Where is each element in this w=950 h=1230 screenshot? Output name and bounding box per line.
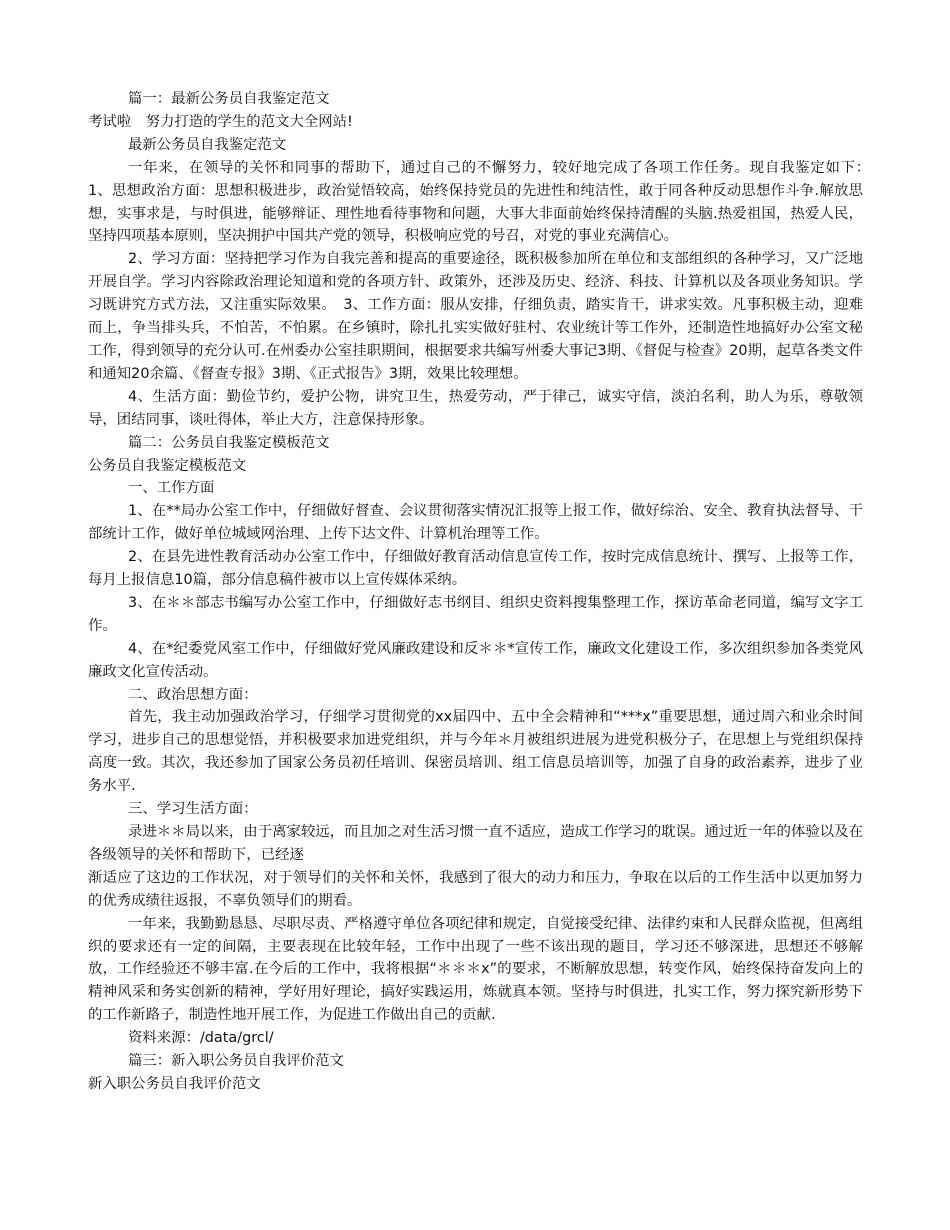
paragraph: 3、在＊＊部志书编写办公室工作中，仔细做好志书纲目、组织史资料搜集整理工作，探访革命老同道，编写文字工作。 — [88, 594, 863, 634]
subheading: 一、工作方面 — [128, 480, 215, 497]
site-tagline: 考试啦 努力打造的学生的范文大全网站! — [88, 113, 353, 130]
paragraph: 2、在县先进性教育活动办公室工作中，仔细做好教育活动信息宣传工作，按时完成信息统计、撰写、上报等工作，每月上报信息10篇，部分信息稿件被市以上宣传媒体采纳。 — [88, 549, 863, 589]
section-heading-1: 篇一：最新公务员自我鉴定范文 — [128, 91, 330, 107]
paragraph: 2、学习方面：坚持把学习作为自我完善和提高的重要途径，既积极参加所在单位和支部组织的各种学习，又广泛地开展自学。学习内容除政治理论知道和党的各项方针、政策外，还涉及历史、经济、科技、计算机以及各项业务知识。学习既讲究方式方法，又注重实际效果。 3、工作方面：服从安排，仔细负责，踏实肯干，讲求实效。凡事积极主动，迎难而上，争当排头兵，不怕苦，不怕累。在乡镇时，除扎扎实实做好驻村、农业统计等工作外，还制造性地搞好办公室文秘工作，得到领导的充分认可.在州委办公室挂职期间，根据要求共编写州委大事记3期、《督促与检查》20期，起草各类文件和通知20余篇、《督查专报》3期、《正式报告》3期，效果比较理想。 — [88, 251, 863, 382]
subheading: 三、学习生活方面： — [128, 801, 258, 818]
paragraph: 4、生活方面：勤俭节约，爱护公物，讲究卫生，热爱劳动，严于律己，诚实守信，淡泊名利，助人为乐，尊敬领导，团结同事，谈吐得体，举止大方，注意保持形象。 — [88, 388, 863, 428]
article-title-2: 公务员自我鉴定模板范文 — [88, 457, 247, 474]
paragraph: 一年来，在领导的关怀和同事的帮助下，通过自己的不懈努力，较好地完成了各项工作任务。现自我鉴定如下： 1、思想政治方面：思想积极进步，政治觉悟较高，始终保持党员的先进性和纯洁性，敢于同各种反动思想作斗争.解放思想，实事求是，与时俱进，能够辩证、理性地看待事物和问题，大事大非面前始终保持清醒的头脑.热爱祖国，热爱人民，坚持四项基本原则，坚决拥护中国共产党的领导，积极响应党的号召，对党的事业充满信心。 — [88, 159, 878, 245]
article-title-3: 新入职公务员自我评价范文 — [88, 1075, 261, 1092]
paragraph: 录进＊＊局以来，由于离家较远，而且加之对生活习惯一直不适应，造成工作学习的耽误。通过近一年的体验以及在各级领导的关怀和帮助下，已经逐 — [88, 824, 863, 863]
source-line: 资料来源：/data/grcl/ — [128, 1030, 274, 1047]
paragraph: 4、在*纪委党风室工作中，仔细做好党风廉政建设和反＊＊*宣传工作，廉政文化建设工作，多次组织参加各类党风廉政文化宣传活动。 — [88, 640, 863, 680]
section-heading-2: 篇二：公务员自我鉴定模板范文 — [128, 434, 330, 451]
paragraph: 渐适应了这边的工作状况，对于领导们的关怀和关怀，我感到了很大的动力和压力，争取在以后的工作生活中以更加努力的优秀成绩往返报，不辜负领导们的期看。 — [88, 869, 863, 909]
paragraph: 首先，我主动加强政治学习，仔细学习贯彻党的xx届四中、五中全会精神和“***x”重要思想，通过周六和业余时间学习，进步自己的思想觉悟，并积极要求加进党组织，并与今年＊月被组织进展为进党积极分子，在思想上与党组织保持高度一致。其次，我还参加了国家公务员初任培训、保密员培训、组工信息员培训等，加强了自身的政治素养，进步了业务水平. — [88, 709, 863, 795]
paragraph: 1、在**局办公室工作中，仔细做好督查、会议贯彻落实情况汇报等上报工作，做好综治、安全、教育执法督导、干部统计工作，做好单位城域网治理、上传下达文件、计算机治理等工作。 — [88, 503, 863, 543]
document-body — [88, 88, 878, 1096]
section-heading-3: 篇三：新入职公务员自我评价范文 — [128, 1053, 344, 1070]
article-title-1: 最新公务员自我鉴定范文 — [128, 136, 287, 153]
subheading: 二、政治思想方面： — [128, 686, 258, 703]
paragraph: 一年来，我勤勤恳恳、尽职尽责、严格遵守单位各项纪律和规定，自觉接受纪律、法律约束和人民群众监视，但离组织的要求还有一定的间隔，主要表现在比较年轻，工作中出现了一些不该出现的题目，学习还不够深进，思想还不够解放，工作经验还不够丰富.在今后的工作中，我将根据“＊＊＊x”的要求，不断解放思想，转变作风，始终保持奋发向上的精神风采和务实创新的精神，学好用好理论，搞好实践运用，炼就真本领。坚持与时俱进，扎实工作，努力探究新形势下的工作新路子，制造性地开展工作，为促进工作做出自己的贡献. — [88, 915, 863, 1024]
